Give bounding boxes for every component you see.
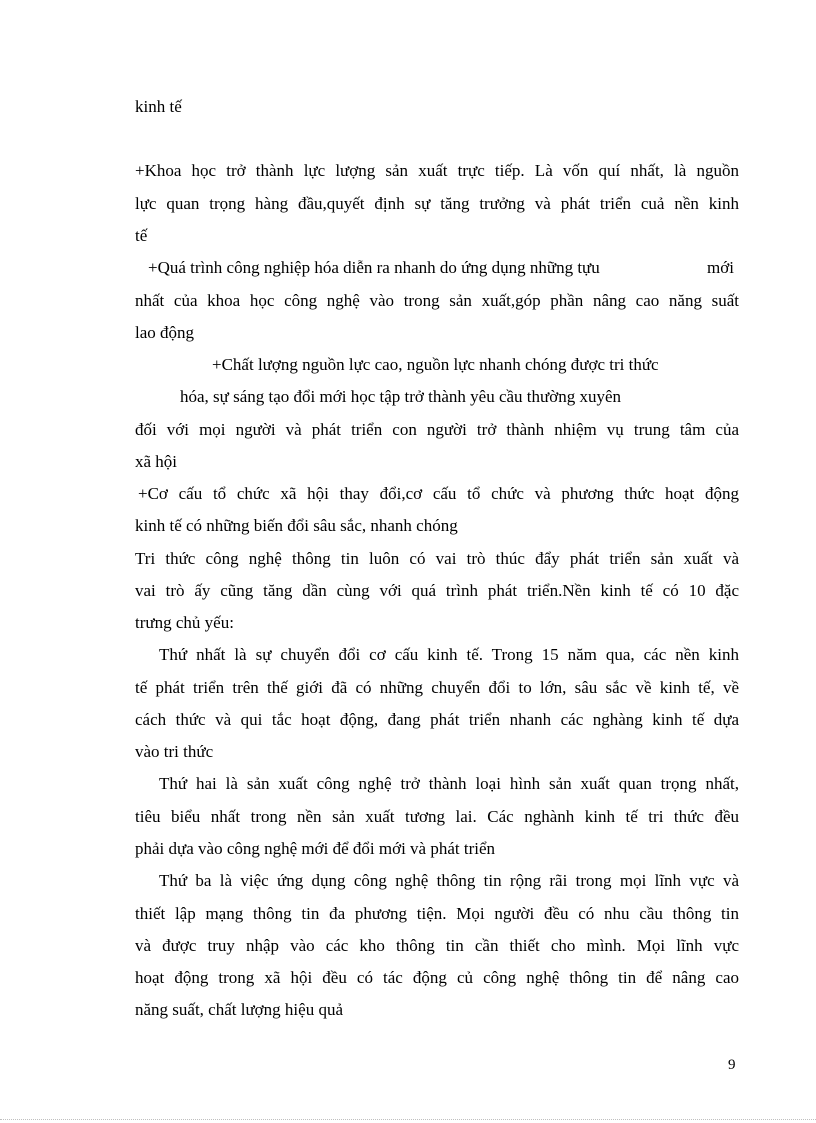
page-bottom-rule — [0, 1119, 816, 1120]
text-line: tiêu biểu nhất trong nền sản xuất tương lai. Các nghành kinh tế tri thức đều — [135, 807, 739, 826]
text-line: nhất của khoa học công nghệ vào trong sản xuất,góp phần nâng cao năng suất — [135, 291, 739, 310]
text-line: +Chất lượng nguồn lực cao, nguồn lực nhanh chóng được tri thức — [212, 355, 659, 374]
text-line: hoạt động trong xã hội đều có tác động củ công nghệ thông tin để nâng cao — [135, 968, 739, 987]
text-line: cách thức và qui tắc hoạt động, đang phát triển nhanh các nghàng kinh tế dựa — [135, 710, 739, 729]
text-line: vai trò ấy cũng tăng dần cùng với quá trình phát triển.Nền kinh tế có 10 đặc — [135, 581, 739, 600]
text-line: xã hội — [135, 452, 178, 471]
text-line: đối với mọi người và phát triển con người trở thành nhiệm vụ trung tâm của — [135, 420, 739, 439]
text-line: tế phát triển trên thế giới đã có những chuyển đổi to lớn, sâu sắc về kinh tế, về — [135, 678, 739, 697]
text-line: Tri thức công nghệ thông tin luôn có vai trò thúc đẩy phát triển sản xuất và — [135, 549, 739, 568]
page-number: 9 — [728, 1057, 736, 1073]
text-line: Thứ nhất là sự chuyển đổi cơ cấu kinh tế. Trong 15 năm qua, các nền kinh — [159, 645, 739, 664]
text-line: +Khoa học trở thành lực lượng sản xuất trực tiếp. Là vốn quí nhất, là nguồn — [135, 161, 739, 180]
text-line: Thứ ba là việc ứng dụng công nghệ thông tin rộng rãi trong mọi lĩnh vực và — [159, 871, 739, 890]
text-line: Thứ hai là sản xuất công nghệ trở thành loại hình sản xuất quan trọng nhất, — [159, 774, 739, 793]
text-line: mới — [707, 258, 734, 277]
text-line: lao động — [135, 323, 195, 342]
text-line: kinh tế — [135, 97, 182, 116]
text-line: +Cơ cấu tổ chức xã hội thay đổi,cơ cấu tổ chức và phương thức hoạt động — [138, 484, 739, 503]
text-line: vào tri thức — [135, 742, 214, 761]
text-line: lực quan trọng hàng đầu,quyết định sự tăng trưởng và phát triển cuả nền kinh — [135, 194, 739, 213]
text-line: và được truy nhập vào các kho thông tin cần thiết cho mình. Mọi lĩnh vực — [135, 936, 739, 955]
text-line: năng suất, chất lượng hiệu quả — [135, 1000, 343, 1019]
text-line: kinh tế có những biến đổi sâu sắc, nhanh chóng — [135, 516, 458, 535]
text-line: hóa, sự sáng tạo đổi mới học tập trở thành yêu cầu thường xuyên — [180, 387, 622, 406]
text-line: thiết lập mạng thông tin đa phương tiện. Mọi người đều có nhu cầu thông tin — [135, 904, 739, 923]
text-line: tế — [135, 226, 148, 245]
text-line: trưng chủ yếu: — [135, 613, 234, 632]
text-line: phải dựa vào công nghệ mới để đổi mới và phát triển — [135, 839, 496, 858]
text-line: +Quá trình công nghiệp hóa diễn ra nhanh do ứng dụng những tựu — [148, 258, 600, 277]
